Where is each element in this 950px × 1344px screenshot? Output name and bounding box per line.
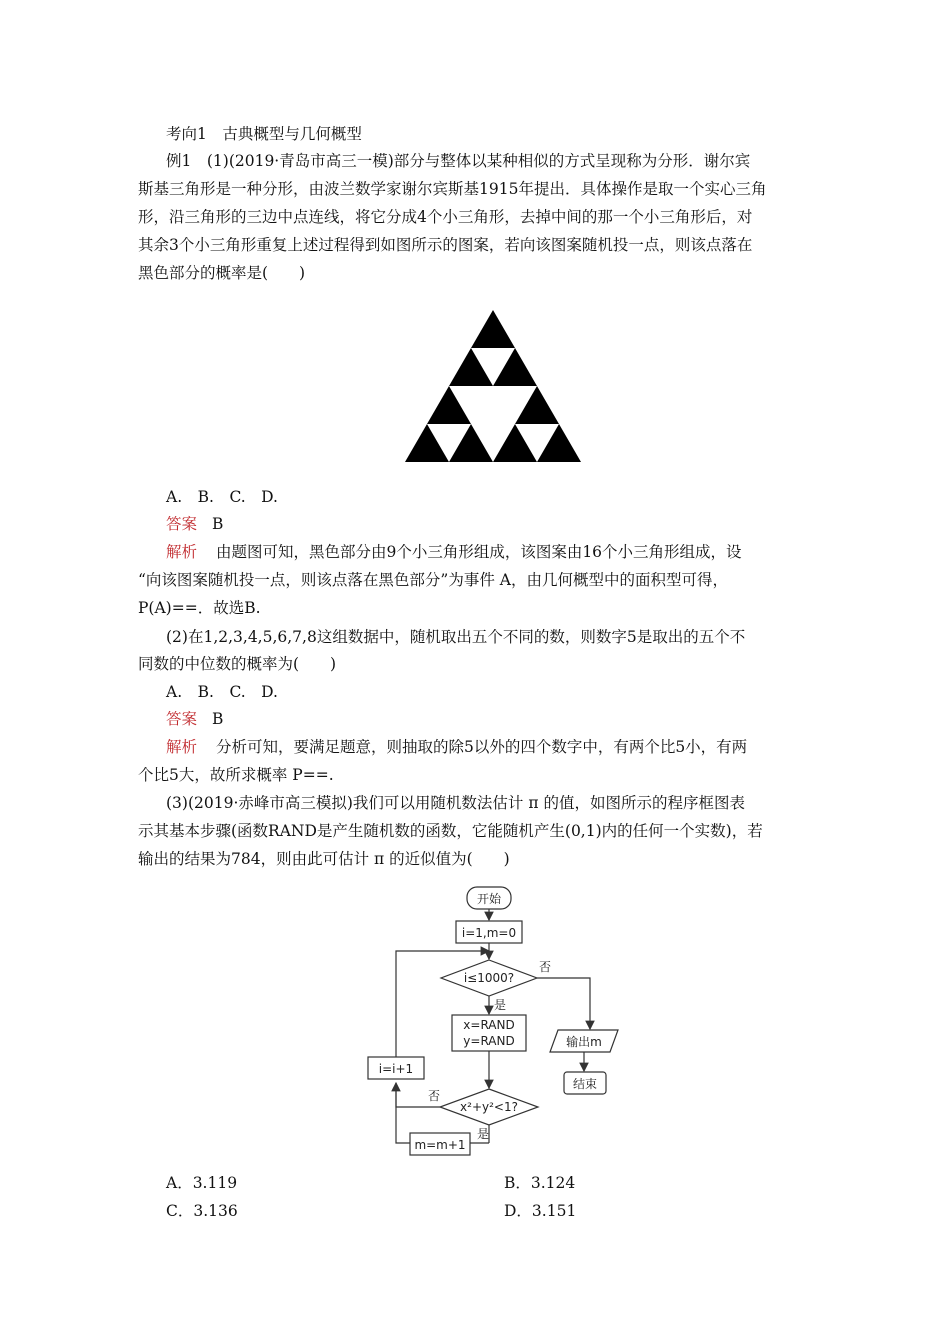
yes1-label: 是 xyxy=(494,998,507,1012)
ex2-answer xyxy=(166,709,223,729)
answer-value: B xyxy=(211,710,224,728)
ex1-line-4: 其余3个小三角形重复上述过程得到如图所示的图案，若向该图案随机投一点，则该点落在 xyxy=(138,236,753,254)
answer-label: 答案 xyxy=(166,710,198,728)
inc-m-label: m=m+1 xyxy=(414,1138,466,1152)
ex3-option-d: D．3.151 xyxy=(504,1202,577,1220)
sierpinski-triangle-figure xyxy=(380,292,606,480)
ex3-option-c: C．3.136 xyxy=(166,1202,238,1220)
no2-label: 否 xyxy=(428,1089,441,1103)
analysis-text: 由题图可知，黑色部分由9个小三角形组成，该图案由16个小三角形组成，设 xyxy=(215,543,742,561)
no1-label: 否 xyxy=(539,960,552,974)
ex1-analysis-3: P(A)==．故选B. xyxy=(138,599,261,617)
init-label: i=1,m=0 xyxy=(461,926,517,940)
ex1-answer xyxy=(166,514,223,534)
ex3-option-b: B．3.124 xyxy=(504,1174,576,1192)
cond1-label: i≤1000? xyxy=(463,971,515,985)
ex1-analysis-1 xyxy=(166,542,742,562)
analysis-label: 解析 xyxy=(166,738,198,756)
program-flowchart xyxy=(356,877,628,1165)
ex3-line-3: 输出的结果为784，则由此可估计 π 的近似值为( ) xyxy=(138,850,510,868)
output-label: 输出m xyxy=(566,1035,602,1049)
end-label: 结束 xyxy=(572,1077,598,1091)
ex2-line-2: 同数的中位数的概率为( ) xyxy=(138,655,337,673)
assign-y-label: y=RAND xyxy=(463,1034,515,1048)
analysis-text: 分析可知，要满足题意，则抽取的除5以外的四个数字中，有两个比5小，有两 xyxy=(215,738,748,756)
ex1-line-1: 例1 (1)(2019·青岛市高三一模)部分与整体以某种相似的方式呈现称为分形．谢尔宾 xyxy=(166,152,751,170)
inc-i-label: i=i+1 xyxy=(378,1062,414,1076)
yes2-label: 是 xyxy=(477,1127,490,1141)
ex2-analysis-1 xyxy=(166,737,747,757)
ex3-option-a: A．3.119 xyxy=(166,1174,238,1192)
ex2-analysis-2: 个比5大，故所求概率 P==. xyxy=(138,766,334,784)
answer-value: B xyxy=(211,515,224,533)
ex3-line-2: 示其基本步骤(函数RAND是产生随机数的函数，它能随机产生(0,1)内的任何一个实数)，若 xyxy=(138,822,763,840)
start-label: 开始 xyxy=(476,892,502,906)
ex1-analysis-2: “向该图案随机投一点，则该点落在黑色部分”为事件 A，由几何概型中的面积型可得， xyxy=(138,571,728,589)
analysis-label: 解析 xyxy=(166,543,198,561)
answer-label: 答案 xyxy=(166,515,198,533)
ex2-options: A. B. C. D. xyxy=(166,683,278,701)
ex2-line-1: (2)在1,2,3,4,5,6,7,8这组数据中，随机取出五个不同的数，则数字5是取出的五个不 xyxy=(166,628,746,646)
sierpinski-triangle xyxy=(405,310,581,462)
ex1-options: A. B. C. D. xyxy=(166,488,278,506)
section-heading: 考向1 古典概型与几何概型 xyxy=(166,125,362,143)
ex1-line-2: 斯基三角形是一种分形，由波兰数学家谢尔宾斯基1915年提出．具体操作是取一个实心三角 xyxy=(138,180,767,198)
assign-x-label: x=RAND xyxy=(463,1018,515,1032)
cond2-label: x²+y²<1? xyxy=(460,1100,518,1114)
ex3-line-1: (3)(2019·赤峰市高三模拟)我们可以用随机数法估计 π 的值，如图所示的程序框图表 xyxy=(166,794,745,812)
ex1-line-5: 黑色部分的概率是( ) xyxy=(138,264,306,282)
ex1-line-3: 形，沿三角形的三边中点连线，将它分成4个小三角形，去掉中间的那一个小三角形后，对 xyxy=(138,208,753,226)
